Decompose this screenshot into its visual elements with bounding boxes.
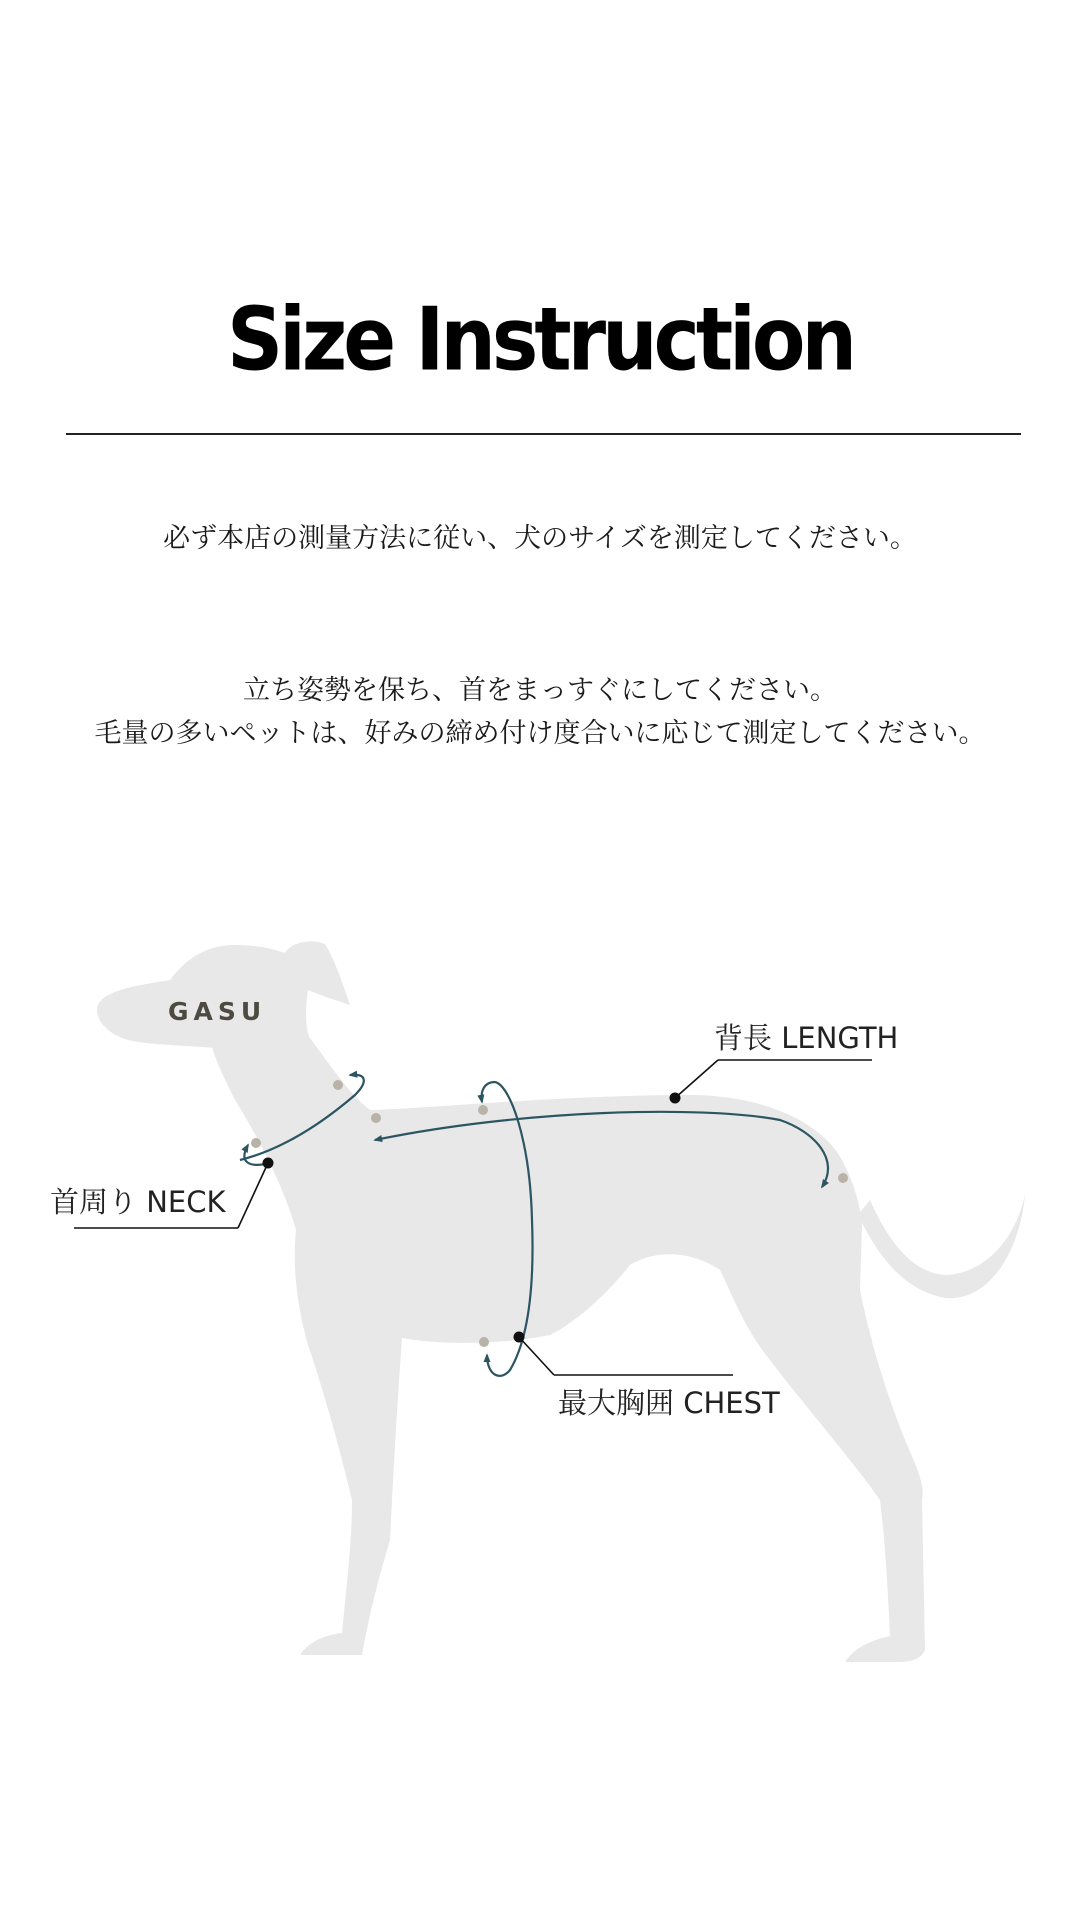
page-title: Size Instruction <box>226 290 853 391</box>
neck-anchor-dot <box>263 1158 274 1169</box>
reference-point <box>479 1337 489 1347</box>
neck-label: 首周り NECK <box>50 1185 226 1219</box>
instruction-line-3: 毛量の多いペットは、好みの締め付け度合いに応じて測定してください。 <box>94 718 986 749</box>
chest-anchor-dot <box>514 1332 525 1343</box>
chest-label: 最大胸囲 CHEST <box>558 1386 780 1420</box>
reference-point <box>478 1105 488 1115</box>
length-anchor-dot <box>670 1093 681 1104</box>
reference-point <box>333 1080 343 1090</box>
chest-callout <box>514 1332 781 1421</box>
reference-point <box>251 1138 261 1148</box>
length-callout <box>670 1021 899 1104</box>
instruction-line-2: 立ち姿勢を保ち、首をまっすぐにしてください。 <box>243 675 837 706</box>
brand-logo: GASU <box>168 997 267 1026</box>
instruction-line-1: 必ず本店の測量方法に従い、犬のサイズを測定してください。 <box>163 523 917 554</box>
reference-point <box>371 1113 381 1123</box>
reference-point <box>838 1173 848 1183</box>
neck-callout <box>50 1158 274 1229</box>
length-label: 背長 LENGTH <box>714 1021 899 1055</box>
